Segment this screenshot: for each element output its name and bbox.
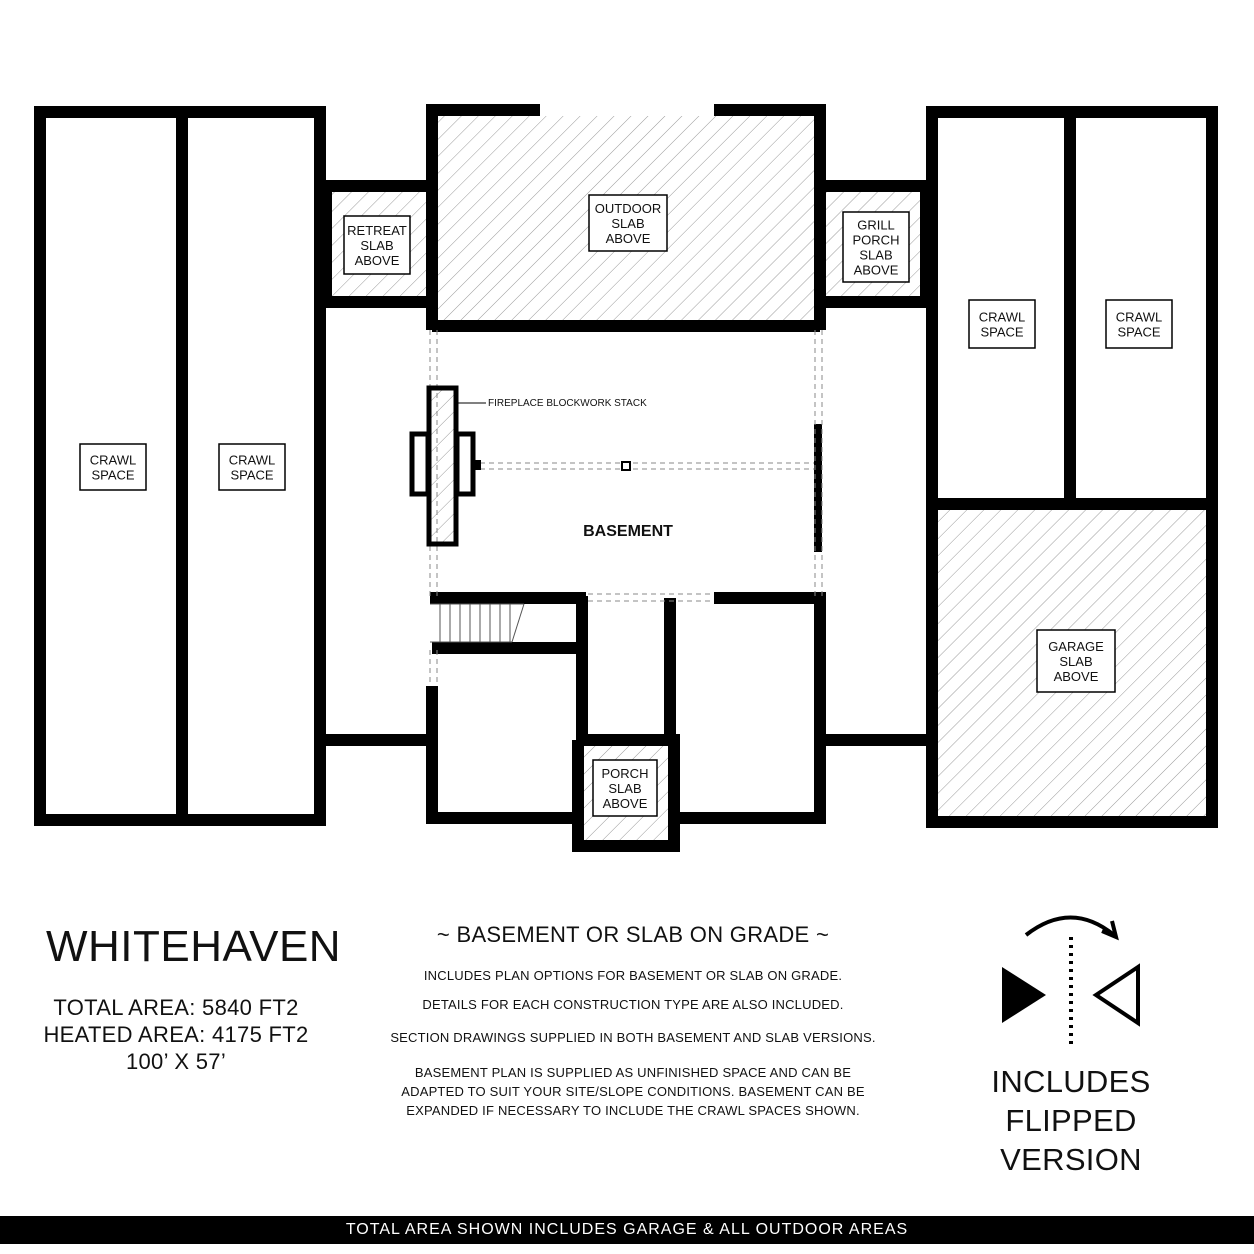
dashed-lines	[430, 330, 822, 686]
room-label-text: CRAWL SPACE	[1115, 309, 1163, 340]
room-label-porch	[593, 760, 657, 816]
room-label-text: GRILL PORCH SLAB ABOVE	[852, 217, 900, 278]
flip-text-3: VERSION	[1000, 1142, 1142, 1177]
room-label-text: CRAWL SPACE	[89, 452, 137, 483]
fireplace-note: FIREPLACE BLOCKWORK STACK	[488, 398, 647, 409]
note-line-4: BASEMENT PLAN IS SUPPLIED AS UNFINISHED SPACE AND CAN BE ADAPTED TO SUIT YOUR SITE/SLOPE CONDITIONS. BASEMENT CAN BE EXPANDED IF NECESSARY TO INCLUDE THE CRAWL SPACES SHOWN.	[401, 1065, 865, 1118]
room-label-crawl-right-1	[969, 300, 1035, 348]
flip-horizontal-icon	[986, 905, 1156, 1055]
footer-banner: TOTAL AREA SHOWN INCLUDES GARAGE & ALL OUTDOOR AREAS	[0, 1216, 1254, 1244]
fireplace-hatch	[430, 388, 456, 544]
plan-name: WHITEHAVEN	[46, 922, 342, 971]
room-label-text: GARAGE SLAB ABOVE	[1048, 639, 1104, 684]
flipped-version-badge	[986, 905, 1156, 1177]
notes-heading: ~ BASEMENT OR SLAB ON GRADE ~	[436, 922, 830, 947]
room-label-garage	[1037, 630, 1115, 692]
room-label-crawl-right-2	[1106, 300, 1172, 348]
room-label-crawl-left-1	[80, 444, 146, 490]
construction-notes	[380, 922, 886, 1130]
room-label-crawl-left-2	[219, 444, 285, 490]
note-line-3: SECTION DRAWINGS SUPPLIED IN BOTH BASEMENT AND SLAB VERSIONS.	[390, 1030, 876, 1045]
room-label-text: PORCH SLAB ABOVE	[601, 766, 649, 811]
plan-dimensions: 100’ X 57’	[125, 1049, 227, 1074]
basement-label: BASEMENT	[583, 523, 673, 540]
room-label-text: CRAWL SPACE	[228, 452, 276, 483]
note-line-1: INCLUDES PLAN OPTIONS FOR BASEMENT OR SLAB ON GRADE.	[423, 968, 843, 983]
column-marker	[622, 462, 630, 470]
room-label-text: CRAWL SPACE	[978, 309, 1026, 340]
room-label-grill	[843, 212, 909, 282]
plan-stats	[40, 994, 312, 1075]
note-line-2: DETAILS FOR EACH CONSTRUCTION TYPE ARE ALSO INCLUDED.	[422, 997, 844, 1012]
flip-text-2: FLIPPED	[1005, 1103, 1137, 1138]
room-label-text: OUTDOOR SLAB ABOVE	[594, 201, 662, 246]
total-area: TOTAL AREA: 5840 FT2	[53, 995, 299, 1020]
room-label-outdoor	[589, 195, 667, 251]
room-label-text: RETREAT SLAB ABOVE	[347, 223, 407, 268]
stairs	[430, 604, 524, 642]
fireplace-hearth	[473, 460, 481, 470]
room-label-retreat	[344, 216, 410, 274]
heated-area: HEATED AREA: 4175 FT2	[43, 1022, 309, 1047]
flip-text-1: INCLUDES	[991, 1064, 1151, 1099]
